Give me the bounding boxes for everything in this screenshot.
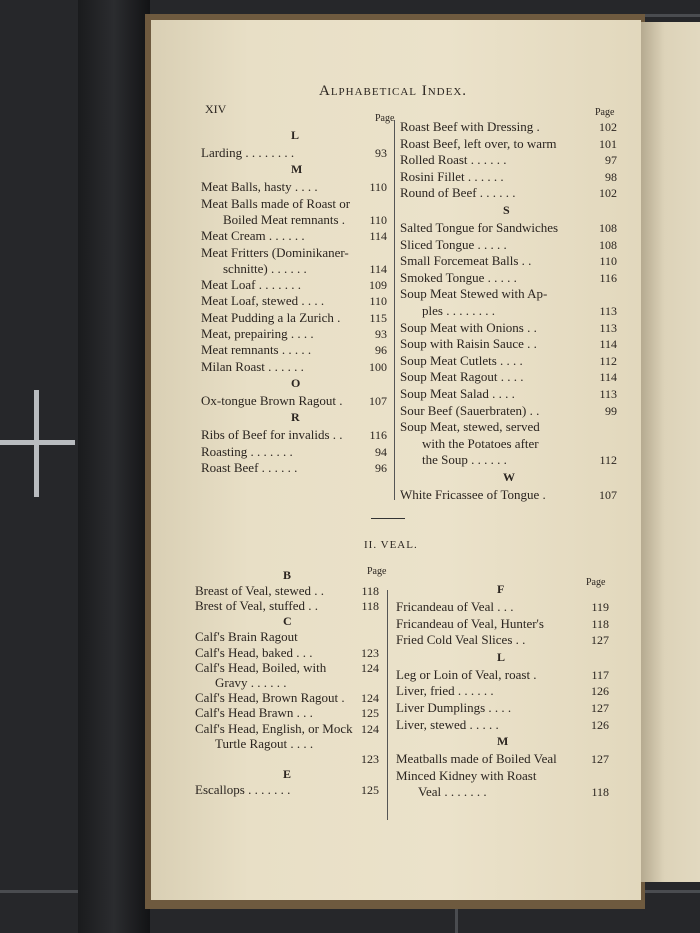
index-entry-title: Meat, prepairing . . . . (201, 326, 314, 341)
page-number: XIV (205, 102, 227, 116)
index-entry-page: 127 (591, 752, 609, 767)
index-entry-page: 124 (361, 660, 379, 675)
index-entry-title: Fried Cold Veal Slices . . (396, 632, 526, 648)
section-rule (371, 518, 405, 519)
index-entry-title: Roast Beef with Dressing . (400, 119, 540, 134)
index-entry-page: 96 (375, 460, 387, 475)
index-entry-title: Breast of Veal, stewed . . (195, 583, 325, 598)
index-entry-page: 123 (361, 645, 379, 660)
index-entry-title: Fricandeau of Veal, Hunter's (396, 615, 544, 631)
index-entry-title: Soup Meat Salad . . . . (400, 386, 515, 401)
index-entry-title: White Fricassee of Tongue . (400, 487, 546, 502)
facing-page (641, 22, 700, 882)
index-entry-page: 93 (375, 146, 387, 160)
index-entry-page: 114 (369, 261, 387, 276)
index-entry-page: 102 (599, 186, 617, 201)
index-entry-title: Escallops . . . . . . . (195, 782, 291, 798)
index-entry-title: Roast Beef, left over, to warm (400, 135, 557, 151)
index-entry-page: 123 (361, 752, 379, 766)
index-entry-title: Milan Roast . . . . . . (201, 358, 304, 374)
index-entry-page: 107 (369, 393, 387, 408)
index-letter-heading: O (291, 375, 301, 390)
index-letter-heading: S (503, 203, 510, 217)
index-entry-page: 118 (361, 599, 379, 614)
index-entry-page: 108 (599, 221, 617, 235)
index-entry-title: Calf's Head, baked . . . (195, 644, 313, 660)
index-entry-page: 96 (375, 343, 387, 358)
section-heading: II. VEAL. (364, 539, 418, 551)
index-entry-title: Ribs of Beef for invalids . . (201, 427, 343, 443)
index-entry-title: Boiled Meat remnants . (223, 211, 346, 227)
index-entry-page: 114 (599, 337, 617, 352)
index-entry-title: Liver, stewed . . . . . (396, 716, 499, 732)
index-entry-title: Salted Tongue for Sandwiches (400, 220, 559, 235)
index-entry-title: Soup Meat Stewed with Ap- (400, 286, 548, 302)
index-entry-page: 113 (599, 387, 617, 401)
index-letter-heading: M (291, 162, 303, 177)
index-letter-heading: R (291, 410, 300, 425)
index-entry-page: 116 (369, 428, 387, 443)
index-entry-title: Smoked Tongue . . . . . (400, 269, 517, 285)
index-entry-title: Liver Dumplings . . . . (396, 700, 512, 715)
index-entry-title: Meat Balls made of Roast or (201, 195, 351, 211)
index-entry-title: with the Potatoes after (422, 435, 539, 451)
index-entry-page: 115 (369, 310, 387, 325)
index-entry-title: Calf's Head Brawn . . . (195, 705, 313, 721)
book-spine (78, 0, 150, 933)
index-entry-title: schnitte) . . . . . . (223, 260, 307, 276)
index-entry-title: Leg or Loin of Veal, roast . (396, 666, 537, 682)
index-entry-title: Sliced Tongue . . . . . (400, 236, 507, 252)
index-entry-page: 114 (599, 370, 617, 385)
index-entry-title: Roasting . . . . . . . (201, 443, 293, 459)
index-entry-page: 125 (361, 783, 379, 798)
page-col-label: Page (595, 107, 615, 118)
index-entry-page: 107 (599, 488, 617, 502)
index-entry-page: 126 (591, 717, 609, 732)
page-col-label: Page (375, 113, 395, 124)
index-entry-page: 112 (599, 353, 617, 368)
index-entry-page: 112 (599, 453, 617, 468)
index-entry-page: 110 (369, 294, 387, 309)
index-entry-title: Roast Beef . . . . . . (201, 459, 298, 475)
index-entry-page: 109 (369, 278, 387, 293)
index-letter-heading: W (503, 470, 515, 484)
index-entry-page: 97 (605, 153, 617, 168)
index-entry-title: Brest of Veal, stuffed . . (195, 598, 318, 614)
crosshair-mark (34, 390, 39, 497)
index-entry-title: Larding . . . . . . . . (201, 145, 295, 160)
index-entry-title: Soup with Raisin Sauce . . (400, 336, 537, 352)
index-page (151, 20, 641, 900)
index-letter-heading: L (291, 128, 300, 142)
index-entry-page: 113 (599, 304, 617, 318)
index-entry-title: Sour Beef (Sauerbraten) . . (400, 402, 540, 418)
index-entry-page: 118 (361, 584, 379, 598)
index-entry-page: 118 (591, 616, 609, 631)
index-entry-title: Meat Cream . . . . . . (201, 228, 305, 244)
index-entry-title: Meat Fritters (Dominikaner- (201, 244, 349, 260)
index-entry-title: Calf's Brain Ragout (195, 629, 298, 645)
index-entry-title: Rolled Roast . . . . . . (400, 152, 507, 168)
index-entry-title: Meat Pudding a la Zurich . (201, 309, 341, 325)
index-entry-page: 127 (591, 633, 609, 648)
index-entry-title: Calf's Head, Brown Ragout . (195, 690, 345, 706)
index-entry-title: Soup Meat Ragout . . . . (400, 369, 524, 385)
index-entry-page: 94 (375, 444, 387, 459)
column-divider (387, 590, 388, 820)
index-entry-title: Gravy . . . . . . (215, 675, 287, 690)
index-entry-title: Fricandeau of Veal . . . (396, 599, 514, 614)
index-entry-page: 110 (369, 212, 387, 227)
index-entry-title: Round of Beef . . . . . . (400, 185, 516, 201)
index-entry-title: Turtle Ragout . . . . (215, 735, 314, 751)
index-entry-title: Soup Meat with Onions . . (400, 319, 537, 335)
index-entry-page: 117 (591, 667, 609, 682)
index-entry-title: Meat Loaf . . . . . . . (201, 277, 302, 293)
index-entry-title: Meatballs made of Boiled Veal (396, 751, 557, 767)
index-entry-title: Ox-tongue Brown Ragout . (201, 392, 343, 408)
page-title: Alphabetical Index. (319, 83, 468, 99)
column-divider (394, 120, 395, 500)
index-entry-page: 102 (599, 120, 617, 134)
index-entry-page: 98 (605, 169, 617, 184)
index-entry-title: the Soup . . . . . . (422, 452, 507, 468)
index-letter-heading: C (283, 614, 292, 629)
index-entry-page: 126 (591, 684, 609, 699)
index-entry-title: Meat Balls, hasty . . . . (201, 179, 318, 195)
page-col-label: Page (586, 577, 606, 588)
index-entry-page: 93 (375, 327, 387, 341)
index-entry-title: Soup Meat Cutlets . . . . (400, 352, 523, 368)
index-entry-page: 127 (591, 701, 609, 715)
index-entry-title: Meat Loaf, stewed . . . . (201, 293, 325, 309)
index-letter-heading: F (497, 582, 505, 596)
index-entry-page: 124 (361, 691, 379, 706)
index-entry-page: 113 (599, 320, 617, 335)
index-entry-page: 125 (361, 706, 379, 721)
index-entry-title: Veal . . . . . . . (418, 784, 487, 800)
index-entry-title: Calf's Head, Boiled, with (195, 659, 327, 675)
index-entry-title: Liver, fried . . . . . . (396, 683, 494, 699)
index-letter-heading: M (497, 734, 509, 749)
index-entry-page: 118 (591, 785, 609, 800)
index-entry-page: 119 (591, 600, 609, 614)
index-entry-title: Calf's Head, English, or Mock (195, 720, 353, 736)
index-letter-heading: B (283, 568, 292, 582)
index-entry-page: 108 (599, 237, 617, 252)
index-entry-page: 99 (605, 403, 617, 418)
index-entry-title: Meat remnants . . . . . (201, 342, 312, 358)
index-entry-page: 101 (599, 136, 617, 151)
index-entry-page: 124 (361, 721, 379, 736)
index-entry-page: 100 (369, 359, 387, 374)
index-entry-title: ples . . . . . . . . (422, 303, 495, 318)
index-entry-title: Small Forcemeat Balls . . (400, 253, 532, 269)
index-entry-title: Soup Meat, stewed, served (400, 419, 540, 435)
page-col-label: Page (367, 566, 387, 577)
index-entry-page: 110 (599, 254, 617, 269)
index-letter-heading: L (497, 649, 506, 664)
index-letter-heading: E (283, 767, 292, 782)
index-entry-title: Minced Kidney with Roast (396, 767, 537, 783)
index-entry-page: 114 (369, 229, 387, 244)
index-entry-title: Rosini Fillet . . . . . . (400, 168, 504, 184)
index-entry-page: 110 (369, 180, 387, 195)
index-entry-page: 116 (599, 270, 617, 285)
